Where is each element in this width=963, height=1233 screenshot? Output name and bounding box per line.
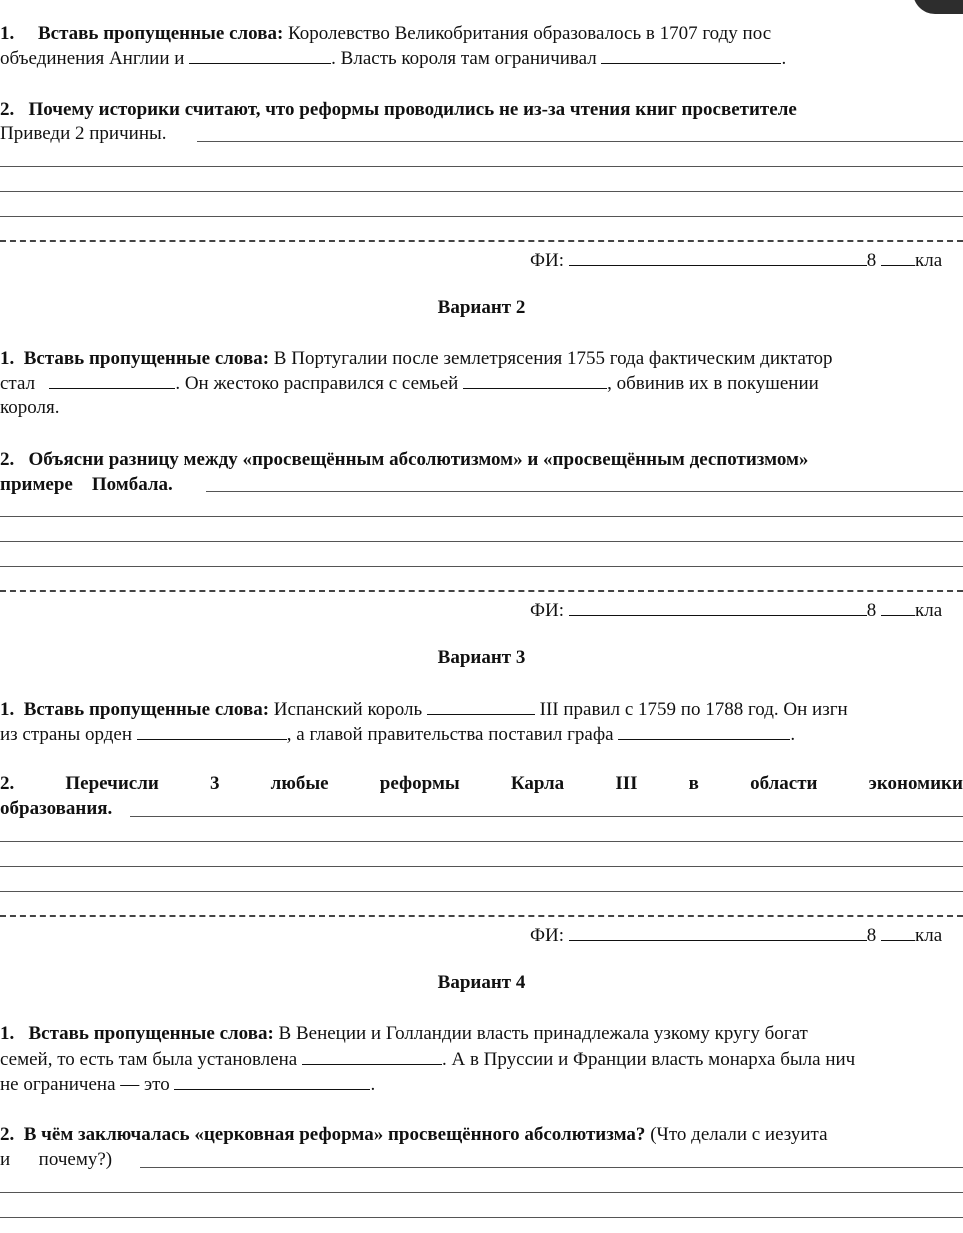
v4-q2-line2	[0, 1148, 963, 1172]
v4-q1-line3: не ограничена — это .	[0, 1074, 376, 1095]
variant-4-heading: Вариант 4	[437, 972, 526, 993]
v4-q2-text-b: и почему?)	[0, 1149, 113, 1170]
v1-answer-line-3[interactable]	[0, 191, 963, 192]
v1-q1-text-b2: . Власть короля там ограничивал	[331, 48, 597, 69]
fi-blank[interactable]	[569, 248, 867, 266]
v2-q1-text-b3: , обвинив их в покушении	[607, 373, 819, 394]
v4-q1-text-c1: не ограничена — это	[0, 1074, 170, 1095]
grade-label: 8	[866, 925, 877, 946]
v2-answer-line-2[interactable]	[0, 516, 963, 517]
v1-q2-text: Приведи 2 причины.	[0, 123, 167, 144]
v3-q1-text-a2: III правил с 1759 по 1788 год. Он изгн	[539, 699, 848, 720]
v3-q1-text-b2: , а главой правительства поставил графа	[286, 724, 614, 745]
class-label: кла	[915, 600, 943, 621]
grade-label: 8	[866, 600, 877, 621]
v4-q2-paren: (Что делали с иезуита	[650, 1124, 828, 1145]
v2-q2-number: 2.	[0, 449, 15, 470]
v3-q2-line1	[0, 772, 963, 796]
v3-q1-text-b1: из страны орден	[0, 724, 133, 745]
v4-q2-number: 2.	[0, 1124, 15, 1145]
v1-answer-line-1[interactable]	[197, 141, 963, 142]
v2-q1-text-b2: . Он жестоко расправился с семьей	[175, 373, 459, 394]
fi-row-2	[530, 598, 942, 622]
v1-q1-line2: объединения Англии и . Власть короля там ограничивал .	[0, 48, 787, 69]
v3-answer-line-4[interactable]	[0, 891, 963, 892]
corner-overlay	[913, 0, 963, 14]
v3-q2-word: Карла	[510, 773, 565, 794]
v2-q1-text: В Португалии после землетрясения 1755 года фактическим диктатор	[273, 348, 833, 369]
grade-label: 8	[866, 250, 877, 271]
class-blank[interactable]	[881, 248, 915, 266]
v1-q1-text: Королевство Великобритания образовалось в 1707 году пос	[288, 23, 772, 44]
v3-q2-line2	[0, 797, 963, 821]
v3-q2-word: III	[615, 773, 638, 794]
v3-q2-word: 3	[210, 773, 220, 794]
v2-answer-line-1[interactable]	[206, 491, 963, 492]
fi-label: ФИ:	[530, 250, 565, 271]
v2-blank-2[interactable]	[463, 371, 607, 389]
v4-q1-text: В Венеции и Голландии власть принадлежала узкому кругу богат	[278, 1023, 808, 1044]
v3-blank-3[interactable]	[618, 722, 790, 740]
variant-3-heading: Вариант 3	[437, 647, 526, 668]
v3-q2-word: области	[750, 773, 818, 794]
v4-q1-line1	[0, 1022, 963, 1046]
v3-q2-word: экономики	[868, 773, 963, 794]
v4-answer-line-2[interactable]	[0, 1192, 963, 1193]
cut-line-1	[0, 240, 963, 242]
class-label: кла	[915, 250, 943, 271]
v3-q2-word: в	[688, 773, 699, 794]
v4-answer-line-1[interactable]	[140, 1167, 963, 1168]
v4-answer-line-3[interactable]	[0, 1217, 963, 1218]
v3-q1-line2: из страны орден , а главой правительства поставил графа .	[0, 724, 796, 745]
v3-q1-text-a1: Испанский король	[273, 699, 423, 720]
cut-line-2	[0, 590, 963, 592]
v1-answer-line-2[interactable]	[0, 166, 963, 167]
v1-q1-text-b1: объединения Англии и	[0, 48, 185, 69]
v2-q2-line1	[0, 448, 963, 472]
fi-row-3	[530, 923, 942, 947]
fi-blank[interactable]	[569, 923, 867, 941]
v3-q2-word: любые	[270, 773, 329, 794]
v2-q1-line3	[0, 396, 963, 420]
v4-q1-text-b2: . А в Пруссии и Франции власть монарха была нич	[441, 1049, 856, 1070]
v3-q1-line1	[0, 697, 963, 722]
v1-q2-lead: Почему историки считают, что реформы проводились не из-за чтения книг просветителе	[28, 99, 797, 120]
class-blank[interactable]	[881, 923, 915, 941]
v4-q2-line1	[0, 1123, 963, 1147]
v3-answer-line-2[interactable]	[0, 841, 963, 842]
v4-q1-line2	[0, 1047, 963, 1072]
v1-blank-2[interactable]	[601, 46, 781, 64]
v2-q2-text: примере Помбала.	[0, 474, 173, 495]
v2-q1-line2	[0, 371, 963, 396]
v1-q2-number: 2.	[0, 99, 15, 120]
class-blank[interactable]	[881, 598, 915, 616]
v2-q1-lead: Вставь пропущенные слова:	[23, 348, 270, 369]
v2-q1-text-c: короля.	[0, 397, 60, 418]
v1-answer-line-4[interactable]	[0, 216, 963, 217]
v1-q2-line1	[0, 98, 963, 122]
v2-answer-line-3[interactable]	[0, 541, 963, 542]
v3-answer-line-1[interactable]	[130, 816, 963, 817]
v2-q1-number: 1.	[0, 348, 15, 369]
cut-line-3	[0, 915, 963, 917]
v2-blank-1[interactable]	[49, 371, 175, 389]
v4-blank-2[interactable]	[174, 1072, 370, 1090]
fi-label: ФИ:	[530, 925, 565, 946]
class-label: кла	[915, 925, 943, 946]
v2-q1-text-b1: стал	[0, 373, 36, 394]
v1-q2-line2	[0, 122, 963, 146]
fi-row-1	[530, 248, 942, 272]
v2-q2-lead: Объясни разницу между «просвещённым абсолютизмом» и «просвещённым деспотизмом»	[28, 449, 809, 470]
v3-q2-word: Перечисли	[65, 773, 159, 794]
fi-label: ФИ:	[530, 600, 565, 621]
v4-q1-number: 1.	[0, 1023, 15, 1044]
v3-q2-word: 2.	[0, 773, 15, 794]
v2-answer-line-4[interactable]	[0, 566, 963, 567]
v4-q1-text-b1: семей, то есть там была установлена	[0, 1049, 298, 1070]
v3-answer-line-3[interactable]	[0, 866, 963, 867]
v3-q2-text: образования.	[0, 798, 113, 819]
v4-q2-lead: В чём заключалась «церковная реформа» просвещённого абсолютизма?	[23, 1124, 646, 1145]
variant-2-heading: Вариант 2	[437, 297, 526, 318]
v4-q1-lead: Вставь пропущенные слова:	[28, 1023, 274, 1044]
v2-q1-line1	[0, 347, 963, 371]
v3-blank-1[interactable]	[427, 697, 535, 715]
v2-q2-line2	[0, 473, 963, 497]
v3-blank-2[interactable]	[137, 722, 287, 740]
fi-blank[interactable]	[569, 598, 867, 616]
v3-q2-word: реформы	[379, 773, 460, 794]
v4-blank-1[interactable]	[302, 1047, 442, 1065]
v1-blank-1[interactable]	[189, 46, 331, 64]
v3-q1-lead: Вставь пропущенные слова:	[23, 699, 270, 720]
v1-q1-line1	[0, 22, 963, 46]
v1-q1-lead: Вставь пропущенные слова:	[38, 23, 284, 44]
v3-q1-number: 1.	[0, 699, 15, 720]
v1-q1-number: 1.	[0, 23, 15, 44]
